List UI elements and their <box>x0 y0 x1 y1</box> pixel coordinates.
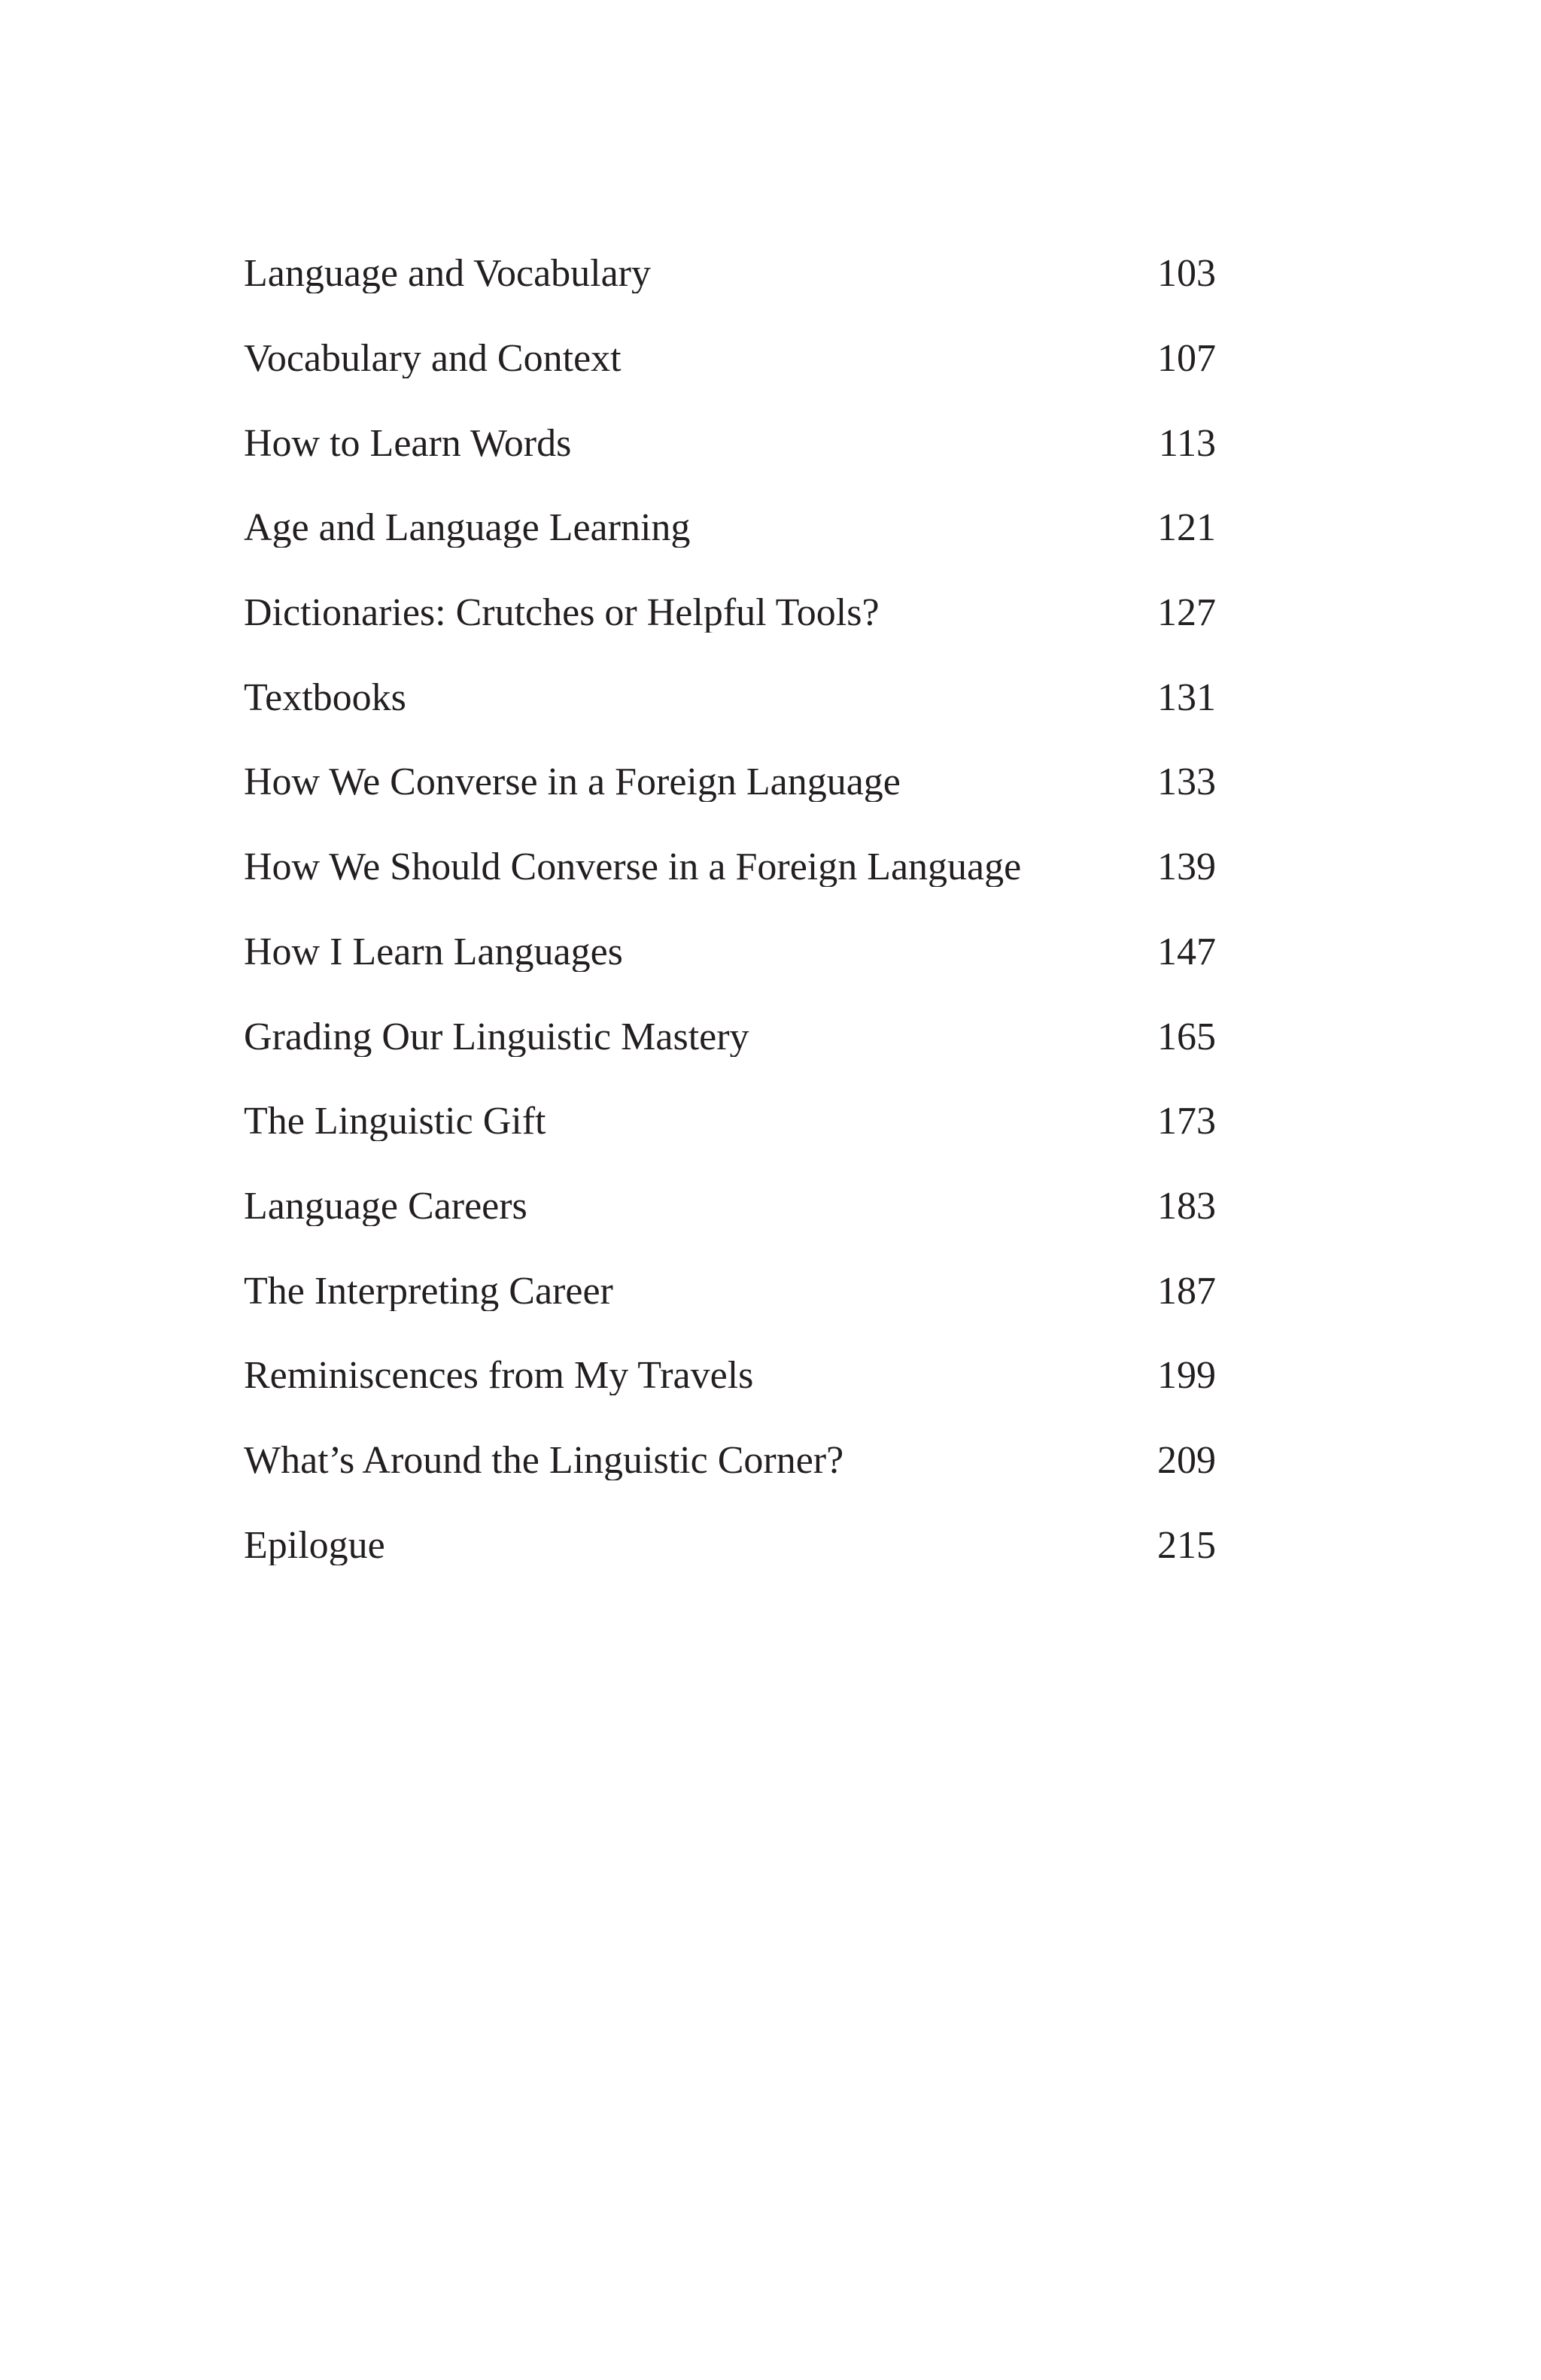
toc-entry-title: How We Should Converse in a Foreign Language <box>244 848 1022 888</box>
toc-entry-language-careers <box>244 1164 1216 1249</box>
toc-page-number: 127 <box>1157 591 1216 635</box>
toc-entry-title: The Interpreting Career <box>244 1271 613 1311</box>
toc-entry-interpreting-career <box>244 1249 1216 1334</box>
toc-entry-title: How We Converse in a Foreign Language <box>244 763 901 803</box>
toc-page-number: 215 <box>1157 1523 1216 1567</box>
toc-entry-how-we-converse <box>244 740 1216 825</box>
toc-entry-epilogue <box>244 1503 1216 1588</box>
toc-entry-title: Dictionaries: Crutches or Helpful Tools? <box>244 593 880 633</box>
toc-entry-title: Language Careers <box>244 1186 527 1226</box>
toc-entry-how-i-learn-languages <box>244 910 1216 995</box>
toc-page-number: 113 <box>1158 421 1216 465</box>
toc-entry-title: Grading Our Linguistic Mastery <box>244 1017 749 1057</box>
toc-page-number: 107 <box>1157 337 1216 381</box>
toc-page-number: 103 <box>1157 252 1216 296</box>
toc-entry-dictionaries <box>244 571 1216 656</box>
toc-entry-title: Textbooks <box>244 678 406 718</box>
toc-entry-title: The Linguistic Gift <box>244 1102 546 1142</box>
toc-entry-vocabulary-and-context <box>244 317 1216 402</box>
toc-entry-title: Vocabulary and Context <box>244 339 622 379</box>
toc-entry-how-we-should-converse <box>244 825 1216 910</box>
toc-page-number: 165 <box>1157 1015 1216 1058</box>
toc-entry-linguistic-corner <box>244 1419 1216 1504</box>
toc-entry-title: Language and Vocabulary <box>244 254 651 294</box>
toc-entry-how-to-learn-words <box>244 401 1216 486</box>
toc-page-number: 133 <box>1157 760 1216 804</box>
toc-entry-title: What’s Around the Linguistic Corner? <box>244 1440 844 1480</box>
toc-entry-linguistic-gift <box>244 1079 1216 1164</box>
toc-entry-age-and-language-learning <box>244 486 1216 571</box>
toc-page-number: 199 <box>1157 1354 1216 1398</box>
toc-page-number: 121 <box>1157 506 1216 550</box>
table-of-contents <box>244 232 1216 1588</box>
toc-entry-title: How I Learn Languages <box>244 932 623 972</box>
toc-page-number: 147 <box>1157 930 1216 973</box>
toc-page-number: 173 <box>1157 1100 1216 1143</box>
toc-entry-title: Reminiscences from My Travels <box>244 1356 754 1396</box>
toc-page-number: 131 <box>1157 675 1216 719</box>
toc-page-number: 139 <box>1157 845 1216 889</box>
toc-entry-title: Age and Language Learning <box>244 508 691 548</box>
toc-entry-language-and-vocabulary <box>244 232 1216 317</box>
toc-entry-title: Epilogue <box>244 1525 385 1565</box>
toc-entry-reminiscences <box>244 1334 1216 1419</box>
toc-page-number: 209 <box>1157 1438 1216 1482</box>
toc-entry-textbooks <box>244 655 1216 740</box>
toc-page-number: 183 <box>1157 1184 1216 1228</box>
toc-page-number: 187 <box>1157 1269 1216 1313</box>
toc-entry-title: How to Learn Words <box>244 423 572 463</box>
toc-entry-grading-linguistic-mastery <box>244 994 1216 1079</box>
